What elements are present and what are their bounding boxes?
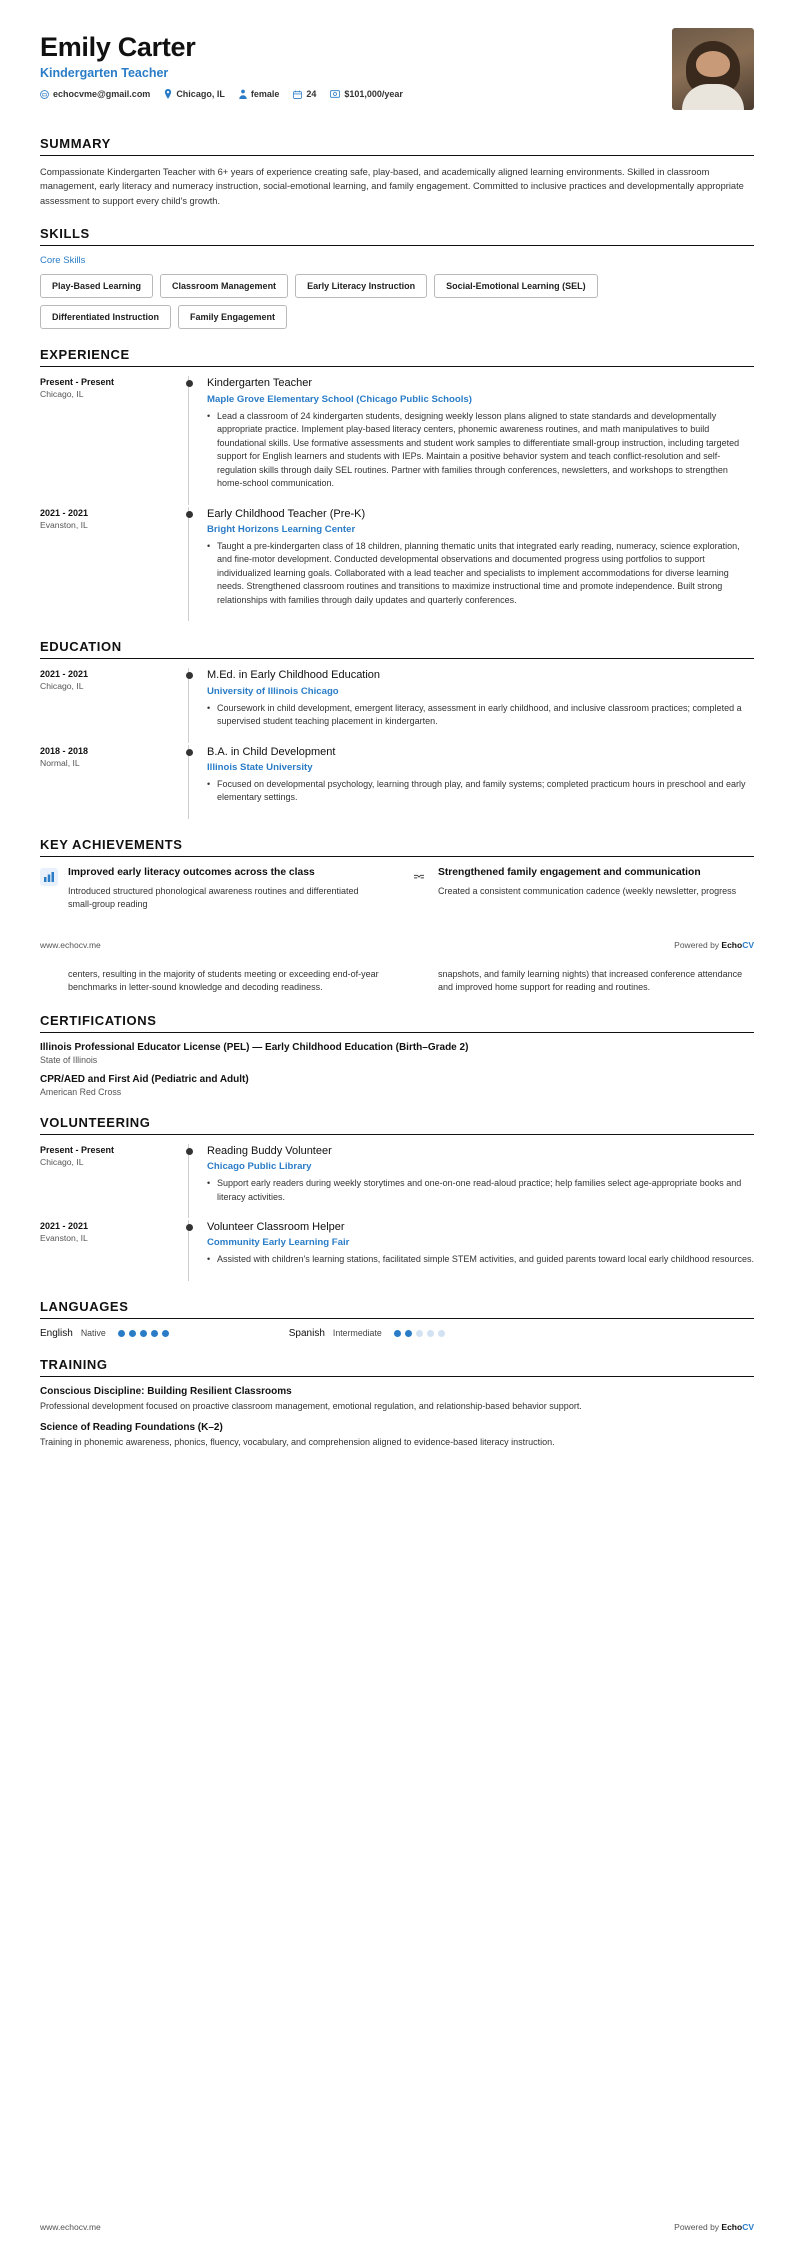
bullet-item	[207, 410, 754, 491]
bullet-item	[207, 540, 754, 608]
certification-name: CPR/AED and First Aid (Pediatric and Adult)	[40, 1073, 249, 1085]
entry-bullets	[207, 540, 754, 608]
skill-chip-list-row2	[40, 305, 754, 329]
powered-prefix: Powered by	[674, 939, 722, 950]
language-level: Intermediate	[332, 1328, 382, 1339]
skill-chip: Early Literacy Instruction	[295, 274, 427, 298]
money-icon	[330, 90, 340, 98]
experience-title: EXPERIENCE	[40, 347, 754, 367]
section-volunteering	[40, 1115, 754, 1281]
entry-meta	[40, 745, 188, 819]
brand-cv: CV	[742, 2222, 754, 2232]
entry-location: Evanston, IL	[40, 519, 88, 530]
certification-item	[40, 1074, 754, 1097]
certification-item	[40, 1042, 754, 1065]
section-key-achievements	[40, 837, 754, 912]
skill-chip-list	[40, 274, 754, 298]
bullet-dot-icon: •	[207, 410, 211, 421]
contact-salary-text: $101,000/year	[344, 89, 403, 100]
entry-organization: Chicago Public Library	[207, 1161, 312, 1173]
footer-powered-by	[674, 940, 754, 950]
email-icon	[40, 90, 49, 99]
education-entry	[40, 745, 754, 819]
language-name: Spanish	[288, 1327, 325, 1339]
entry-body	[188, 1220, 754, 1281]
section-training	[40, 1357, 754, 1450]
section-certifications	[40, 1013, 754, 1097]
achievement-text: Introduced structured phonological awareness routines and differentiated small-group reading	[68, 885, 359, 910]
language-level: Native	[80, 1328, 106, 1339]
contact-email	[40, 89, 150, 99]
bullet-text: Coursework in child development, emergent literacy, assessment in early childhood, and inclusive classroom practices; completed a supervised student teaching placement in kindergarten.	[217, 702, 742, 727]
entry-role: Volunteer Classroom Helper	[207, 1221, 345, 1234]
powered-prefix: Powered by	[674, 2222, 722, 2232]
language-rating	[394, 1330, 445, 1337]
training-description: Professional development focused on proactive classroom management, emotional regulation, and relationship-based behavior support.	[40, 1400, 582, 1411]
bullet-text: Support early readers during weekly storytimes and one-on-one read-aloud practice; help families select age-appropriate books and literacy activities.	[217, 1178, 742, 1202]
achievements-title: KEY ACHIEVEMENTS	[40, 837, 754, 857]
entry-body	[188, 745, 754, 819]
entry-date: 2018 - 2018	[40, 745, 89, 756]
achievement-title: Improved early literacy outcomes across the class	[68, 866, 315, 878]
entry-institution: Illinois State University	[207, 761, 313, 773]
certification-name: Illinois Professional Educator License (PEL) — Early Childhood Education (Birth–Grade 2)	[40, 1041, 469, 1053]
bullet-item	[207, 702, 754, 729]
training-description: Training in phonemic awareness, phonics, fluency, vocabulary, and comprehension aligned to evidence-based literacy instruction.	[40, 1437, 555, 1448]
volunteering-entry	[40, 1220, 754, 1281]
training-name: Science of Reading Foundations (K–2)	[40, 1422, 223, 1434]
entry-degree: B.A. in Child Development	[207, 745, 336, 758]
contact-age	[293, 89, 316, 99]
bullet-dot-icon: •	[207, 1178, 211, 1189]
contact-location-text: Chicago, IL	[176, 89, 225, 100]
footer-url[interactable]: www.echocv.me	[40, 939, 101, 950]
entry-role: Reading Buddy Volunteer	[207, 1144, 332, 1157]
contact-location	[164, 89, 225, 99]
training-title: TRAINING	[40, 1357, 754, 1377]
entry-body	[188, 507, 754, 622]
location-pin-icon	[164, 89, 172, 99]
language-item	[40, 1328, 169, 1339]
training-name: Conscious Discipline: Building Resilient Classrooms	[40, 1385, 292, 1397]
volunteering-entry	[40, 1144, 754, 1218]
achievement-text-continued: centers, resulting in the majority of students meeting or exceeding end-of-year benchmarks in letter-sound knowledge and decoding readiness.	[68, 968, 379, 993]
summary-title: SUMMARY	[40, 136, 754, 156]
entry-meta	[40, 1144, 188, 1218]
brand-echo: Echo	[721, 939, 743, 950]
entry-bullets	[207, 1253, 754, 1267]
section-languages	[40, 1299, 754, 1339]
achievements-continuation	[40, 968, 754, 995]
training-item	[40, 1386, 754, 1414]
footer-url[interactable]: www.echocv.me	[40, 2222, 101, 2232]
achievements-grid	[40, 866, 754, 912]
education-entry	[40, 668, 754, 742]
entry-institution: University of Illinois Chicago	[207, 685, 339, 697]
achievement-body	[438, 866, 754, 912]
achievement-text-continued: snapshots, and family learning nights) that increased conference attendance and improved home support for reading and routines.	[438, 968, 743, 993]
achievement-body	[438, 968, 754, 995]
resume-header	[40, 28, 754, 110]
handshake-icon	[410, 868, 428, 886]
achievement-body	[68, 968, 384, 995]
summary-text: Compassionate Kindergarten Teacher with 6+ years of experience creating safe, play-based, and academically aligned learning environments. Skilled in classroom management, early literacy and numeracy instruction, social-emotional learning, and family engagement. Committed to inclusive practices and developmentally appropriate assessment to support every child's growth.	[40, 167, 744, 206]
contact-salary	[330, 89, 403, 99]
experience-entry	[40, 507, 754, 622]
skill-chip: Family Engagement	[178, 305, 287, 329]
contact-email-text: echocvme@gmail.com	[53, 89, 151, 100]
achievement-card-continued	[410, 968, 754, 995]
section-education	[40, 639, 754, 819]
entry-location: Evanston, IL	[40, 1233, 88, 1244]
language-rating	[118, 1330, 169, 1337]
section-experience	[40, 347, 754, 621]
languages-row	[40, 1328, 754, 1339]
skill-chip: Differentiated Instruction	[40, 305, 171, 329]
certification-issuer: State of Illinois	[40, 1054, 98, 1065]
language-item	[289, 1328, 445, 1339]
entry-body	[188, 668, 754, 742]
entry-date: Present - Present	[40, 1144, 115, 1155]
bullet-item	[207, 1177, 754, 1204]
brand-name	[721, 940, 754, 950]
entry-organization: Community Early Learning Fair	[207, 1237, 350, 1249]
entry-body	[188, 376, 754, 504]
header-left	[40, 28, 672, 99]
chart-icon	[40, 868, 58, 886]
section-skills	[40, 226, 754, 329]
footer-powered-by	[674, 2222, 754, 2232]
entry-bullets	[207, 778, 754, 805]
entry-date: 2021 - 2021	[40, 669, 89, 680]
volunteering-title: VOLUNTEERING	[40, 1115, 754, 1135]
achievement-card-continued	[40, 968, 384, 995]
achievement-text: Created a consistent communication cadence (weekly newsletter, progress	[438, 885, 737, 896]
page-title: Emily Carter	[40, 32, 196, 62]
bullet-text: Focused on developmental psychology, learning through play, and family systems; completed practicum hours in preschool and early elementary settings.	[217, 778, 746, 803]
entry-date: Present - Present	[40, 377, 115, 388]
entry-bullets	[207, 702, 754, 729]
entry-meta	[40, 668, 188, 742]
contact-gender	[239, 89, 280, 99]
bullet-dot-icon: •	[207, 702, 211, 713]
achievement-body	[68, 866, 384, 912]
entry-body	[188, 1144, 754, 1218]
entry-organization: Maple Grove Elementary School (Chicago Public Schools)	[207, 393, 472, 405]
certifications-title: CERTIFICATIONS	[40, 1013, 754, 1033]
achievement-title: Strengthened family engagement and communication	[438, 866, 701, 878]
experience-entry	[40, 376, 754, 504]
section-summary	[40, 136, 754, 208]
entry-location: Normal, IL	[40, 757, 80, 768]
entry-bullets	[207, 1177, 754, 1204]
person-icon	[239, 89, 247, 99]
achievements-grid-continued	[40, 968, 754, 995]
skill-chip: Classroom Management	[160, 274, 288, 298]
brand-cv: CV	[742, 939, 754, 950]
bullet-dot-icon: •	[207, 540, 211, 551]
entry-date: 2021 - 2021	[40, 507, 89, 518]
bullet-text: Taught a pre-kindergarten class of 18 children, planning thematic units that integrated early reading, numeracy, science exploration, and fine-motor development. Conducted developmental observations and documented progress using portfolios to support individualized learning goals. Collaborated with a lead teacher and specialists to implement accommodations for diverse learning needs. Strengthened classroom routines and transitions to maximize instructional time and promote independence. Built strong relationships with families through daily updates and quarterly conferences.	[217, 540, 740, 605]
page-break-footer	[40, 930, 754, 950]
contact-row	[40, 89, 672, 99]
skill-chip: Play-Based Learning	[40, 274, 153, 298]
certification-issuer: American Red Cross	[40, 1086, 122, 1097]
calendar-icon	[293, 90, 302, 99]
entry-degree: M.Ed. in Early Childhood Education	[207, 669, 381, 682]
entry-meta	[40, 507, 188, 622]
skills-title: SKILLS	[40, 226, 754, 246]
skill-chip: Social-Emotional Learning (SEL)	[434, 274, 598, 298]
entry-location: Chicago, IL	[40, 1156, 84, 1167]
entry-meta	[40, 376, 188, 504]
job-title: Kindergarten Teacher	[40, 66, 169, 81]
avatar	[672, 28, 754, 110]
language-name: English	[40, 1327, 73, 1339]
entry-meta	[40, 1220, 188, 1281]
entry-bullets	[207, 410, 754, 491]
bullet-dot-icon: •	[207, 778, 211, 789]
achievement-card	[40, 866, 384, 912]
entry-role: Kindergarten Teacher	[207, 377, 312, 390]
page-footer	[40, 2222, 754, 2232]
skills-subtitle: Core Skills	[40, 255, 86, 267]
achievement-card	[410, 866, 754, 912]
entry-role: Early Childhood Teacher (Pre-K)	[207, 507, 366, 520]
training-item	[40, 1422, 754, 1450]
education-title: EDUCATION	[40, 639, 754, 659]
bullet-text: Assisted with children's learning stations, facilitated simple STEM activities, and guided parents toward local early childhood resources.	[217, 1254, 754, 1265]
bullet-item	[207, 778, 754, 805]
entry-organization: Bright Horizons Learning Center	[207, 523, 356, 535]
contact-gender-text: female	[250, 89, 280, 100]
entry-location: Chicago, IL	[40, 389, 84, 400]
entry-location: Chicago, IL	[40, 681, 84, 692]
brand-echo: Echo	[721, 2222, 743, 2232]
languages-title: LANGUAGES	[40, 1299, 754, 1319]
bullet-text: Lead a classroom of 24 kindergarten students, designing weekly lesson plans aligned to state standards and developmentally appropriate practice. Implement play-based literacy centers, phonemic awareness routines, and math manipulatives to build foundational skills. Use formative assessments and student work samples to differentiate small-group instruction, including targeted support for English learners and students with IEPs. Maintain a positive behavior system and teach conflict-resolution and self-regulation skills through daily SEL routines. Partner with families through conferences, newsletters, and workshops to strengthen home-school communication.	[217, 410, 740, 489]
bullet-item	[207, 1253, 754, 1267]
entry-date: 2021 - 2021	[40, 1221, 89, 1232]
contact-age-text: 24	[306, 89, 317, 100]
bullet-dot-icon: •	[207, 1254, 211, 1265]
brand-name	[721, 2222, 754, 2232]
